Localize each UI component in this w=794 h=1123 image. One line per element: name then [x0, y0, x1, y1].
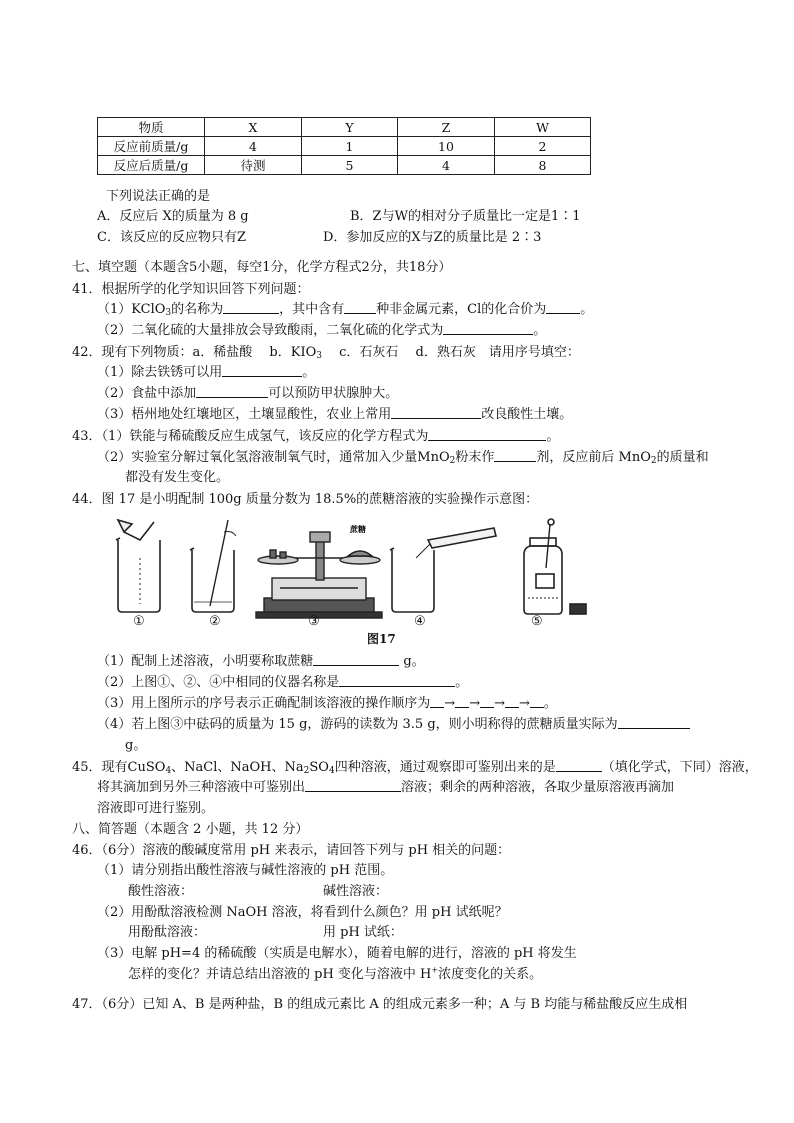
q46-part1: （1）请分别指出酸性溶液与碱性溶液的 pH 范围。: [97, 863, 394, 878]
figure-label-1: ①: [133, 614, 145, 629]
q46-part3-cont: 怎样的变化？并请总结出溶液的 pH 变化与溶液中 H+浓度变化的关系。: [128, 965, 543, 982]
question-stem: 下列说法正确的是: [106, 189, 211, 204]
table-cell: Z: [398, 118, 495, 137]
answer-blank[interactable]: [339, 674, 455, 687]
q46-ph-paper-label: 用 pH 试纸：: [323, 925, 403, 940]
q44-part4: （4）若上图③中砝码的质量为 15 g，游码的读数为 3.5 g，则小明称得的蔗糖质量实际为: [97, 716, 690, 734]
q44-stem: 44．图 17 是小明配制 100g 质量分数为 18.5%的蔗糖溶液的实验操作示意图：: [72, 492, 539, 507]
q44-part2: （2）上图①、②、④中相同的仪器名称是 。: [97, 675, 469, 690]
table-cell: 物质: [98, 118, 205, 137]
q43-part1: 43．（1）铁能与稀硫酸反应生成氢气，该反应的化学方程式为 。: [72, 429, 560, 444]
figure-text: 蔗糖: [350, 525, 366, 534]
figure-label-4: ④: [414, 614, 426, 629]
beaker-icon: [116, 520, 160, 612]
figure-caption: 图17: [367, 632, 396, 646]
figure-label-3: ③: [308, 614, 320, 629]
table-header-row: [98, 118, 591, 137]
q46-part3: （3）电解 pH=4 的稀硫酸（实质是电解水），随着电解的进行，溶液的 pH 将发生: [97, 946, 577, 961]
answer-blank[interactable]: [443, 322, 533, 335]
answer-blank[interactable]: [505, 695, 519, 708]
option-b: B．Z与W的相对分子质量比一定是1∶1: [350, 209, 581, 224]
answer-blank[interactable]: [428, 428, 546, 441]
pouring-icon: [390, 528, 496, 612]
answer-blank[interactable]: [196, 385, 268, 398]
answer-blank[interactable]: [455, 695, 469, 708]
q44-part4-cont: g。: [125, 738, 147, 753]
q42-stem: 42．现有下列物质：a．稀盐酸 b．$KIO_3$ c．石灰石 d．熟石灰 请用序号填空：: [72, 345, 580, 361]
table-cell: 2: [495, 137, 591, 156]
answer-blank[interactable]: [494, 449, 536, 462]
section-heading: 七、填空题（本题含5小题，每空1分，化学方程式2分，共18分）: [72, 260, 452, 275]
q46-part2: （2）用酚酞溶液检测 NaOH 溶液，将看到什么颜色？用 pH 试纸呢？: [97, 905, 508, 920]
q43-part2: （2）实验室分解过氧化氢溶液制氧气时，通常加入少量MnO$_2$粉末作 剂，反应前后 MnO$_2$的质量和: [97, 450, 709, 466]
q46-acidic-label: 酸性溶液：: [128, 884, 194, 899]
option-c: C．该反应的反应物只有Z: [97, 230, 246, 245]
q43-part2-cont: 都没有发生变化。: [125, 470, 230, 485]
q42-part1: （1）除去铁锈可以用 。: [97, 365, 316, 380]
table-cell: 5: [302, 156, 398, 175]
answer-blank[interactable]: [480, 695, 494, 708]
q45-line3: 溶液即可进行鉴别。: [97, 801, 215, 816]
q41-stem: 41．根据所学的化学知识回答下列问题：: [72, 282, 310, 297]
answer-blank[interactable]: [391, 406, 481, 419]
answer-blank[interactable]: [618, 716, 690, 729]
q45-line2: 将其滴加到另外三种溶液中可鉴别出 溶液；剩余的两种溶液，各取少量原溶液再滴加: [97, 780, 675, 795]
answer-blank[interactable]: [313, 653, 399, 666]
q41-part2: （2）二氧化硫的大量排放会导致酸雨，二氧化硫的化学式为 。: [97, 323, 547, 338]
option-d: D．参加反应的X与Z的质量比是 2∶3: [323, 230, 542, 245]
figure-label-5: ⑤: [531, 614, 543, 629]
option-a: A．反应后 X的质量为 8 g: [97, 209, 249, 224]
table-cell: W: [495, 118, 591, 137]
balance-icon: [256, 532, 382, 618]
answer-blank[interactable]: [344, 301, 376, 314]
table-cell: 4: [398, 156, 495, 175]
answer-blank[interactable]: [546, 301, 580, 314]
table-row: [98, 156, 591, 175]
mass-table: [97, 117, 591, 175]
q46-basic-label: 碱性溶液：: [323, 884, 389, 899]
answer-blank[interactable]: [530, 695, 544, 708]
figure-label-2: ②: [209, 614, 221, 629]
answer-blank[interactable]: [556, 759, 602, 772]
table-cell: Y: [302, 118, 398, 137]
q42-part2: （2）食盐中添加 可以预防甲状腺肿大。: [97, 386, 399, 401]
q47-stem: 47．（6分）已知 A、B 是两种盐，B 的组成元素比 A 的组成元素多一种；A 与 B 均能与稀盐酸反应生成相: [72, 997, 688, 1012]
q44-part1: （1）配制上述溶液，小明要称取蔗糖 g。: [97, 654, 425, 669]
table-cell: 待测: [205, 156, 302, 175]
table-row: [98, 137, 591, 156]
q45-line1: 45．现有CuSO$_4$、NaCl、NaOH、$Na_2SO_4$四种溶液，通过观察即可鉴别出来的是 （填化学式，下同）溶液，: [72, 760, 758, 776]
table-cell: 4: [205, 137, 302, 156]
reagent-bottle-icon: [524, 519, 586, 614]
answer-blank[interactable]: [222, 364, 302, 377]
table-cell: 8: [495, 156, 591, 175]
table-cell: 反应后质量/g: [98, 156, 205, 175]
experiment-figure: [110, 518, 600, 646]
table-cell: 反应前质量/g: [98, 137, 205, 156]
q46-stem: 46．（6分）溶液的酸碱度常用 pH 来表示，请回答下列与 pH 相关的问题：: [72, 843, 511, 858]
table-cell: 10: [398, 137, 495, 156]
table-cell: X: [205, 118, 302, 137]
answer-blank[interactable]: [305, 779, 401, 792]
answer-blank[interactable]: [223, 301, 279, 314]
answer-blank[interactable]: [430, 695, 444, 708]
q44-part3: （3）用上图所示的序号表示正确配制该溶液的操作顺序为 → → → → 。: [97, 696, 557, 711]
beaker-stirring-icon: [190, 520, 236, 612]
q42-part3: （3）梧州地处红壤地区，土壤显酸性，农业上常用 改良酸性土壤。: [97, 407, 573, 422]
table-cell: 1: [302, 137, 398, 156]
q46-phenolphthalein-label: 用酚酞溶液：: [128, 925, 207, 940]
section-heading: 八、简答题（本题含 2 小题，共 12 分）: [72, 822, 309, 837]
q41-part1: （1）KClO$_3$的名称为 ，其中含有 种非金属元素，Cl的化合价为 。: [97, 302, 594, 318]
